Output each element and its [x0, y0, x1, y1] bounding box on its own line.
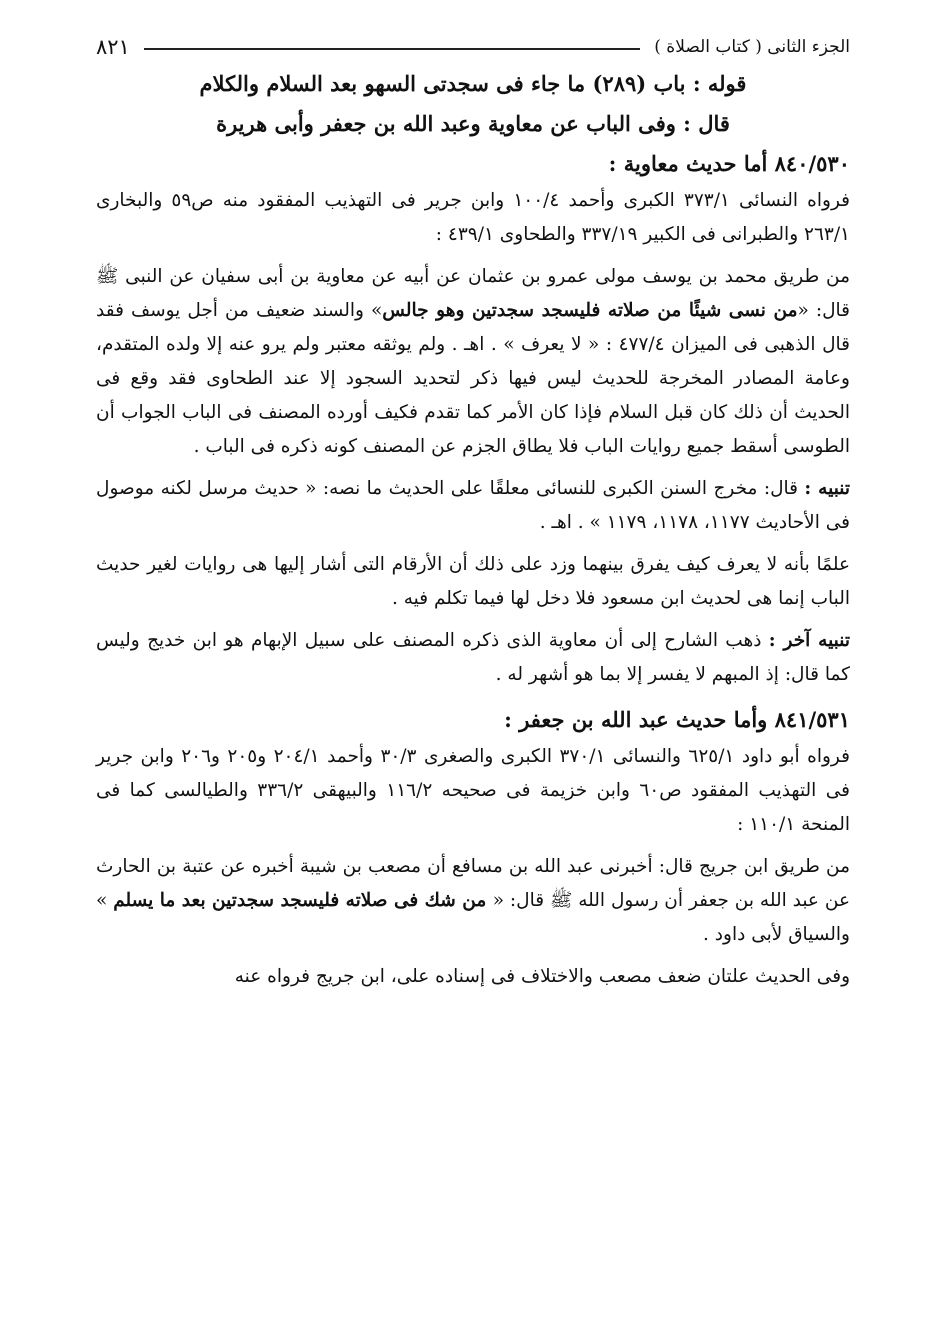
text-run: من طريق ابن جريج قال: أخبرنى عبد الله بن مسافع أن مصعب بن شيبة أخبره عن عتبة بن الحارث عن عبد الله بن جعفر أن رسول الله ﷺ قال: «: [96, 856, 850, 911]
text-run: » والسند ضعيف من أجل يوسف فقد قال الذهبى فى الميزان ٤٧٧/٤ : « لا يعرف » . اهـ . ولم يوثقه معتبر ولم يرو عنه إلا ولده المتقدم، وعامة المصادر المخرجة للحديث ليس فيها ذكر لتحديد السجود إلا عند الطحاوى فقد وقع فى الحديث أن ذلك كان قبل السلام فإذا كان الأمر كما تقدم فكيف أورده المصنف فى الباب الجواب أن الطوسى أسقط جميع روايات الباب فلا يطاق الجزم عن المصنف كونه ذكره فى الباب .: [96, 300, 850, 457]
note-paragraph-2: [96, 624, 850, 692]
chapter-title: قوله : باب (٢٨٩) ما جاء فى سجدتى السهو بعد السلام والكلام: [199, 71, 747, 96]
page-number: ٨٢١: [96, 35, 130, 59]
note-text: قال: مخرج السنن الكبرى للنسائى معلقًا على الحديث ما نصه: « حديث مرسل لكنه موصول فى الأحاديث ١١٧٧، ١١٧٨، ١١٧٩ » . اهـ .: [96, 478, 850, 533]
note-continuation: علمًا بأنه لا يعرف كيف يفرق بينهما وزد على ذلك أن الأرقام التى أشار إليها هى روايات لغير حديث الباب إنما هى لحديث ابن مسعود فلا دخل لها فيما تكلم فيه .: [96, 554, 850, 609]
note-label: تنبيه آخر :: [768, 630, 850, 651]
paragraph-takhrij-abdullah: فرواه أبو داود ٦٢٥/١ والنسائى ٣٧٠/١ الكبرى والصغرى ٣٠/٣ وأحمد ٢٠٤/١ و٢٠٥ و٢٠٦ وابن جرير فى التهذيب المفقود ص٦٠ وابن خزيمة فى صحيحه ١١٦/٢ والبيهقى ٣٣٦/٢ والطيالسى كما فى المنحة ١١٠/١ :: [96, 746, 850, 835]
note-paragraph: [96, 472, 850, 540]
running-head: [96, 30, 850, 64]
hadith-matn: من شك فى صلاته فليسجد سجدتين بعد ما يسلم: [113, 890, 493, 911]
hadith-matn: من نسى شيئًا من صلاته فليسجد سجدتين وهو جالس: [382, 300, 798, 321]
paragraph-isnad-abdullah: [96, 850, 850, 952]
chapter-subtitle: قال : وفى الباب عن معاوية وعبد الله بن جعفر وأبى هريرة: [216, 111, 730, 136]
text-run: » والسياق لأبى داود .: [96, 890, 850, 945]
hadith-number-abdullah-bin-jafar: ٨٤١/٥٣١ وأما حديث عبد الله بن جعفر :: [504, 707, 850, 732]
paragraph-takhrij-muawiya: فرواه النسائى ٣٧٣/١ الكبرى وأحمد ١٠٠/٤ وابن جرير فى التهذيب المفقود منه ص٥٩ والبخارى ٢٦٣/١ والطبرانى فى الكبير ٣٣٧/١٩ والطحاوى ٤٣٩/١ :: [96, 190, 850, 245]
text-run: من طريق محمد بن يوسف مولى عمرو بن عثمان عن أبيه عن معاوية بن أبى سفيان عن النبى ﷺ قال: «: [96, 266, 850, 321]
running-title: الجزء الثانى ( كتاب الصلاة ): [654, 37, 850, 57]
header-rule: [144, 48, 640, 50]
paragraph-ilal: وفى الحديث علتان ضعف مصعب والاختلاف فى إسناده على، ابن جريج فرواه عنه: [234, 966, 850, 987]
hadith-number-muawiya: ٨٤٠/٥٣٠ أما حديث معاوية :: [608, 151, 850, 176]
note-text: ذهب الشارح إلى أن معاوية الذى ذكره المصنف على سبيل الإبهام هو ابن خديج وليس كما قال: إذ المبهم لا يفسر إلا بما هو أشهر له .: [96, 630, 850, 685]
paragraph-isnad-muawiya: [96, 260, 850, 464]
note-label: تنبيه :: [804, 478, 851, 499]
